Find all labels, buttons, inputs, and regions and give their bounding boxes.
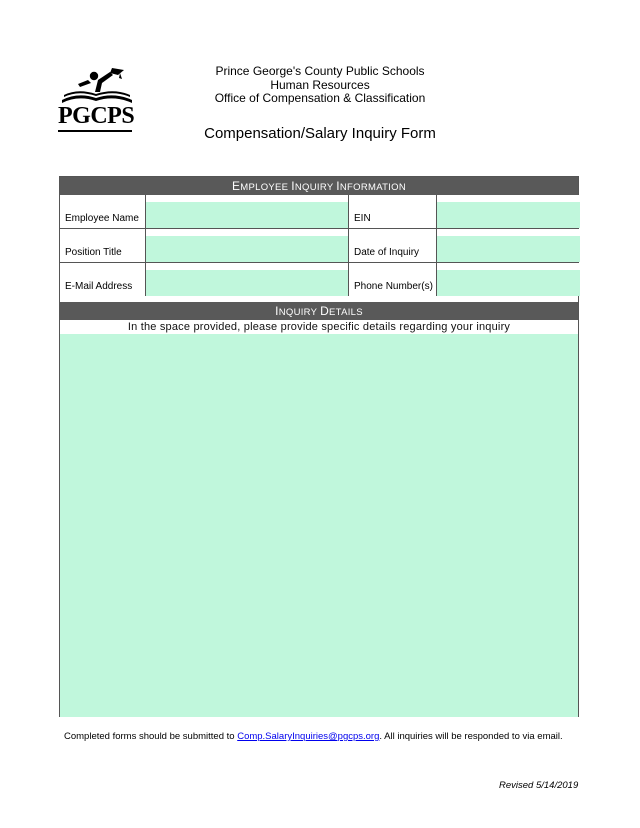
section-header-employee-info bbox=[60, 177, 578, 195]
row-position-title bbox=[60, 229, 578, 263]
section1-rest-1: MPLOYEE bbox=[240, 182, 292, 193]
section2-initial-1: I bbox=[275, 304, 279, 318]
revision-date: Revised 5/14/2019 bbox=[499, 780, 579, 791]
logo-underline bbox=[58, 130, 132, 132]
date-of-inquiry-field[interactable] bbox=[436, 229, 580, 262]
section2-initial-2: D bbox=[320, 304, 330, 318]
footer-suffix: . All inquiries will be responded to via email. bbox=[379, 731, 563, 742]
section-header-inquiry-details bbox=[60, 302, 578, 320]
position-title-label: Position Title bbox=[65, 247, 122, 258]
submission-email-link[interactable]: Comp.SalaryInquiries@pgcps.org bbox=[237, 731, 380, 742]
position-title-field[interactable] bbox=[145, 229, 348, 262]
employee-name-field[interactable] bbox=[145, 195, 348, 228]
inquiry-details-textarea[interactable] bbox=[60, 334, 578, 717]
form-title: Compensation/Salary Inquiry Form bbox=[204, 125, 436, 142]
details-instruction: In the space provided, please provide specific details regarding your inquiry bbox=[60, 321, 578, 334]
date-of-inquiry-label: Date of Inquiry bbox=[348, 229, 436, 262]
section2-rest-1: NQUIRY bbox=[278, 307, 321, 318]
pgcps-logo bbox=[58, 66, 136, 134]
inquiry-form bbox=[59, 176, 579, 717]
reader-book-icon bbox=[58, 66, 136, 106]
row-email bbox=[60, 263, 578, 296]
row-employee-name bbox=[60, 195, 578, 229]
ein-label: EIN bbox=[348, 195, 436, 228]
logo-text: PGCPS bbox=[58, 104, 135, 128]
ein-field[interactable] bbox=[436, 195, 580, 228]
section1-initial-3: I bbox=[336, 179, 340, 193]
department-name: Human Resources bbox=[270, 78, 370, 92]
section2-rest-2: ETAILS bbox=[329, 307, 363, 318]
phone-field[interactable] bbox=[436, 263, 580, 296]
email-field[interactable] bbox=[145, 263, 348, 296]
org-name: Prince George's County Public Schools bbox=[215, 64, 425, 78]
employee-name-label: Employee Name bbox=[65, 213, 139, 224]
section1-initial-2: I bbox=[291, 179, 295, 193]
email-label: E-Mail Address bbox=[65, 281, 133, 292]
phone-label: Phone Number(s) bbox=[348, 263, 436, 296]
submission-note bbox=[64, 731, 563, 742]
office-name: Office of Compensation & Classification bbox=[214, 91, 426, 105]
section1-rest-3: NFORMATION bbox=[339, 182, 407, 193]
section1-rest-2: NQUIRY bbox=[294, 182, 337, 193]
footer-prefix: Completed forms should be submitted to bbox=[64, 731, 238, 742]
section1-initial-1: E bbox=[231, 179, 241, 193]
